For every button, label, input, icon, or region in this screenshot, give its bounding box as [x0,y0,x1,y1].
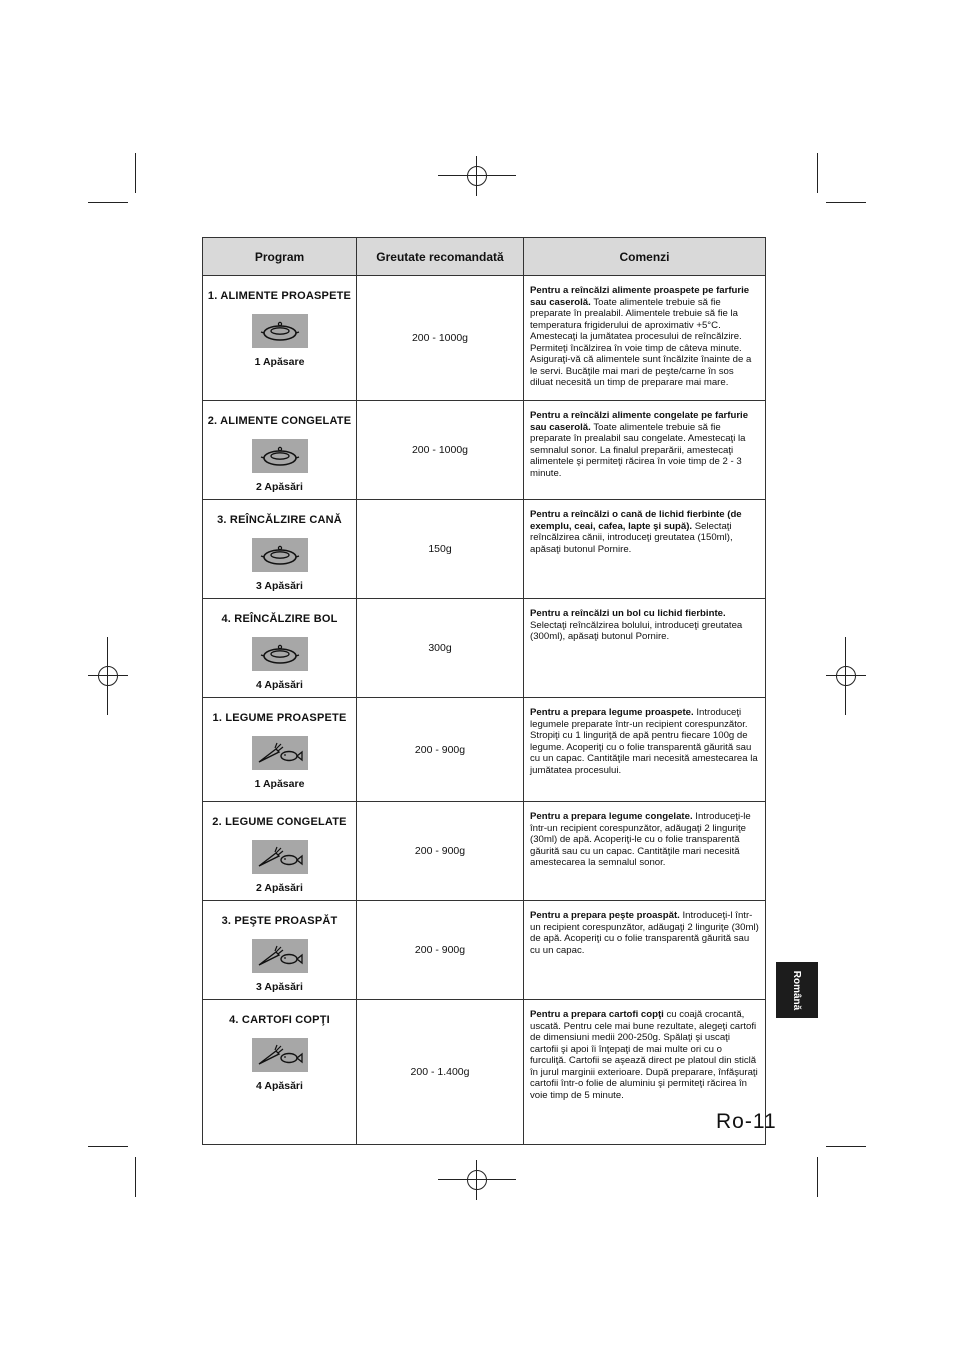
program-cell [203,276,357,401]
commands-cell [524,401,766,500]
plate-icon [252,637,308,671]
header-program: Program [203,238,357,276]
commands-cell [524,599,766,698]
commands-cell [524,276,766,401]
language-tab-label: Română [791,970,803,1010]
header-weight: Greutate recomandată [357,238,524,276]
command-text: Toate alimentele trebuie să fie preparate în prealabil sau congelate. Amestecaţi la semnalul sonor. La finalul preparării, amestecaţi alimentele şi permiteţi răcirea în voie timp de 2 - 3 minute. [530,421,746,479]
commands-cell [524,802,766,901]
crop-mark [817,1157,818,1197]
weight-cell: 150g [357,500,524,599]
table-row [203,802,766,901]
commands-cell [524,500,766,599]
press-count: 3 Apăsări [256,580,303,592]
program-name: 4. REÎNCĂLZIRE BOL [221,613,338,625]
command-title: Pentru a reîncălzi alimente congelate pe farfurie sau caserolă. [530,410,749,433]
table-row [203,698,766,802]
program-name: 2. LEGUME CONGELATE [212,816,347,828]
press-count: 3 Apăsări [256,981,303,993]
command-title: Pentru a prepara cartofi copţi [530,1009,664,1020]
table-row [203,901,766,1000]
command-title: Pentru a reîncălzi o cană de lichid fierbinte (de exemplu, ceai, cafea, lapte şi supă). [530,509,742,532]
plate-icon [252,538,308,572]
command-text: Selectaţi reîncălzirea bolului, introduceţi greutatea (300ml), apăsaţi butonul Pornire. [530,619,743,642]
command-text: Introduceţi legumele preparate într-un recipient corespunzător. Stropiţi cu 1 linguriţă de apă pentru fiecare 100g de legume. Acoperiţi cu o folie transparentă găurită sau cu un capac. Cantităţile mari necesită amestecarea la jumătatea procesului. [530,707,758,776]
weight-cell: 200 - 1000g [357,276,524,401]
press-count: 4 Apăsări [256,1080,303,1092]
crop-mark [826,202,866,203]
crop-mark [826,1146,866,1147]
plate-icon [252,439,308,473]
program-name: 3. REÎNCĂLZIRE CANĂ [217,514,342,526]
crop-mark [88,1146,128,1147]
crop-mark [88,202,128,203]
command-title: Pentru a prepara legume proaspete. [530,707,694,718]
command-text: Introduceţi-le într-un recipient corespunzător, adăugaţi 2 linguriţe (30ml) de apă. Acoperiţi-le cu o folie transparentă găurită sau cu un capac. Cantităţile mari necesită amestecarea la semnalul sonor. [530,811,751,868]
registration-mark-left [88,637,128,715]
press-count: 1 Apăsare [254,356,305,368]
header-commands: Comenzi [524,238,766,276]
table-row [203,276,766,401]
crop-mark [135,1157,136,1197]
crop-mark [817,153,818,193]
press-count: 1 Apăsare [254,778,305,790]
commands-cell [524,901,766,1000]
command-title: Pentru a reîncălzi un bol cu lichid fierbinte. [530,608,726,619]
page-number: Ro-11 [716,1110,777,1133]
press-count: 2 Apăsări [256,481,303,493]
commands-cell [524,698,766,802]
program-table [202,237,766,1145]
table-row [203,401,766,500]
table-row [203,500,766,599]
weight-cell: 300g [357,599,524,698]
program-cell [203,401,357,500]
program-name: 4. CARTOFI COPŢI [229,1014,330,1026]
carrot-fish-icon [252,939,308,973]
program-cell [203,802,357,901]
weight-cell: 200 - 1000g [357,401,524,500]
carrot-fish-icon [252,1038,308,1072]
program-cell [203,1000,357,1145]
command-title: Pentru a reîncălzi alimente proaspete pe farfurie sau caserolă. [530,285,750,308]
registration-mark-bottom [438,1160,516,1200]
carrot-fish-icon [252,840,308,874]
carrot-fish-icon [252,736,308,770]
command-text: Selectaţi reîncălzirea cănii, introduceţi greutatea (150ml), apăsaţi butonul Pornire. [530,520,733,555]
table-row [203,1000,766,1145]
press-count: 4 Apăsări [256,679,303,691]
program-cell [203,599,357,698]
command-text: Toate alimentele trebuie să fie preparate în prealabil. Alimentele trebuie să fie la temperatura frigiderului de aproximativ +5°C. Amestecaţi la jumătatea procesului de reîncălzire. Permiteţi încălzirea în voie timp de câteva minute. Asiguraţi-vă că alimentele sunt încălzite înainte de a le servi. Bucăţile mai mari de peşte/carne în sos diluat necesită un timp de preparare mai mare. [530,296,752,388]
command-text: Introduceţi-l într-un recipient corespunzător, adăugaţi 2 linguriţe (30ml) de apă. Acoperiţi cu o folie transparentă găurită sau cu un capac. [530,910,759,956]
weight-cell: 200 - 900g [357,698,524,802]
table-row [203,599,766,698]
language-tab [776,962,818,1018]
weight-cell: 200 - 900g [357,802,524,901]
program-name: 1. LEGUME PROASPETE [212,712,347,724]
command-title: Pentru a prepara legume congelate. [530,811,693,822]
table-header-row [203,238,766,276]
program-cell [203,500,357,599]
plate-icon [252,314,308,348]
command-title: Pentru a prepara peşte proaspăt. [530,910,680,921]
weight-cell: 200 - 900g [357,901,524,1000]
weight-cell: 200 - 1.400g [357,1000,524,1145]
command-text: cu coajă crocantă, uscată. Pentru cele mai bune rezultate, alegeţi cartofi de dimensiuni medii 200-250g. Spălaţi şi uscaţi cartofii şi apoi îi înţepaţi de mai multe ori cu o furculiţă. Cartofii se aşează direct pe platoul din sticlă în jurul marginii exterioare. După preparare, înfăşuraţi cartofii într-o folie de aluminiu şi permiteţi răcirea în voie timp de 5 minute. [530,1009,758,1101]
program-name: 1. ALIMENTE PROASPETE [207,290,352,302]
program-cell [203,901,357,1000]
registration-mark-right [826,637,866,715]
program-name: 3. PEŞTE PROASPĂT [221,915,338,927]
program-name: 2. ALIMENTE CONGELATE [207,415,352,427]
press-count: 2 Apăsări [256,882,303,894]
program-cell [203,698,357,802]
crop-mark [135,153,136,193]
registration-mark-top [438,156,516,196]
